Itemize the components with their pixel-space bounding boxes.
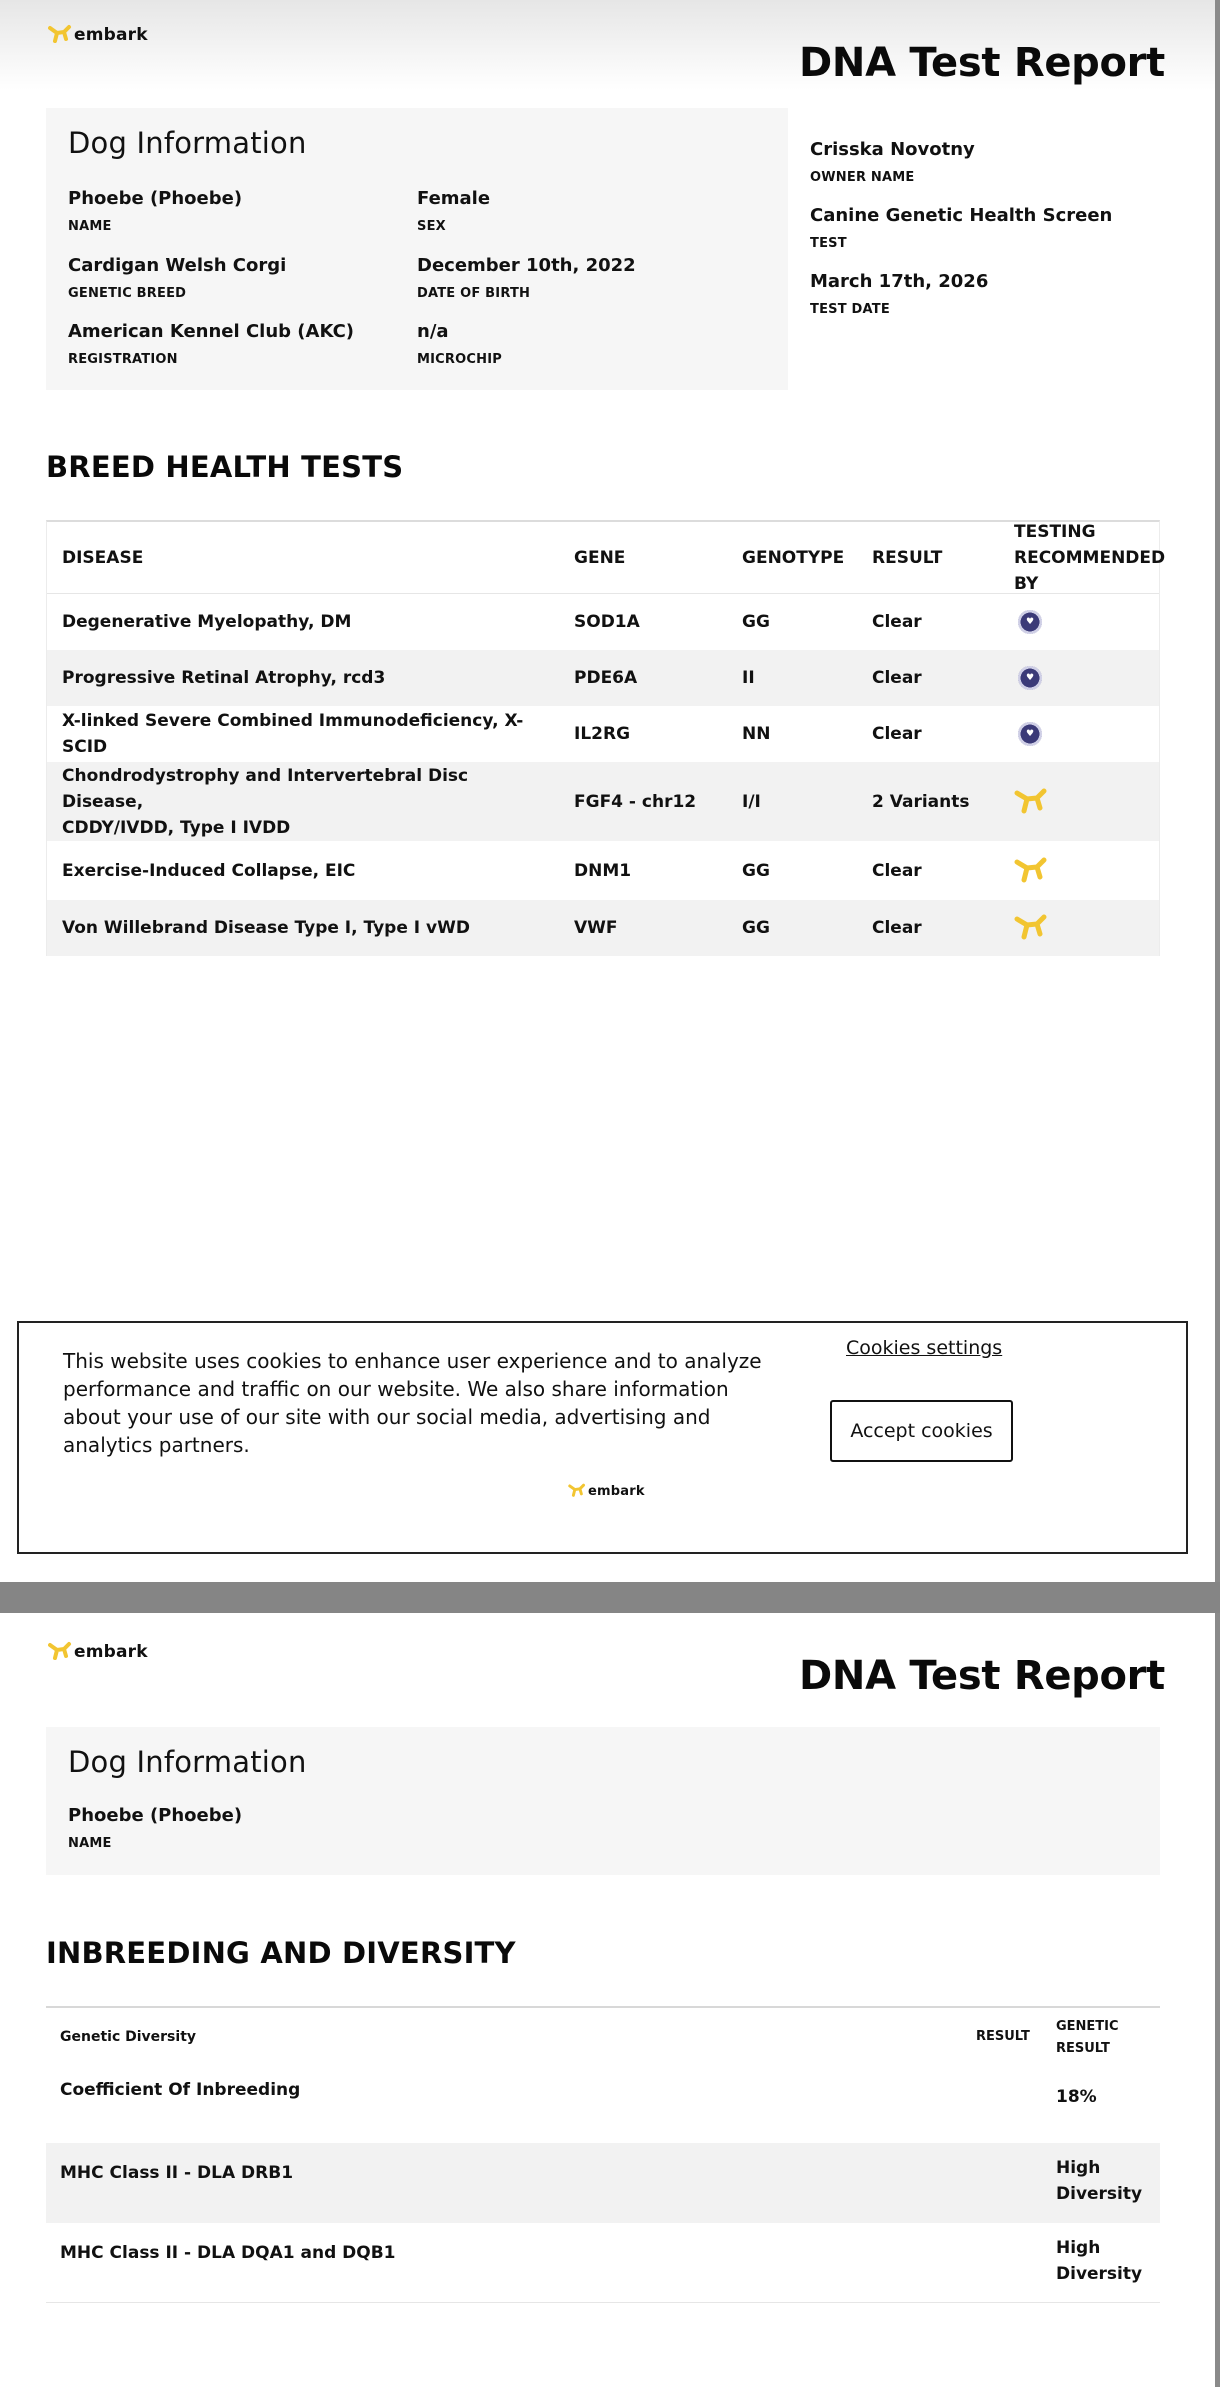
table-row <box>47 594 1159 650</box>
row-genetic-result-line2: Diversity <box>1056 2264 1143 2284</box>
table-row <box>46 2223 1160 2303</box>
row-gene: PDE6A <box>574 668 638 688</box>
test-date-value: March 17th, 2026 <box>810 271 989 292</box>
row-genotype: II <box>742 668 755 688</box>
header-disease: DISEASE <box>62 547 144 568</box>
breed-health-tests-title: BREED HEALTH TESTS <box>46 450 404 484</box>
dog-registration-field <box>68 321 354 367</box>
dog-information-title: Dog Information <box>68 126 307 160</box>
row-gene: VWF <box>574 918 618 938</box>
row-result: 2 Variants <box>872 791 970 812</box>
dog-breed-label: GENETIC BREED <box>68 286 187 301</box>
row-genotype: GG <box>742 612 770 632</box>
row-name: MHC Class II - DLA DQA1 and DQB1 <box>60 2243 396 2263</box>
row-disease: X-linked Severe Combined Immunodeficiency, X-SCID <box>62 711 524 757</box>
dog-microchip-field <box>417 321 502 367</box>
row-genetic-result <box>1056 2155 1156 2207</box>
dog-dob-value: December 10th, 2022 <box>417 255 636 276</box>
dog-name-field <box>68 1805 242 1851</box>
test-date-label: TEST DATE <box>810 302 890 317</box>
row-disease: Exercise-Induced Collapse, EIC <box>62 860 356 881</box>
row-genetic-result <box>1056 2235 1156 2287</box>
header-testing-recommended-by <box>1014 519 1165 597</box>
row-disease-line2: CDDY/IVDD, Type I IVDD <box>62 817 291 838</box>
row-name: MHC Class II - DLA DRB1 <box>60 2163 294 2183</box>
table-row <box>46 2143 1160 2223</box>
dog-name-value: Phoebe (Phoebe) <box>68 1805 243 1826</box>
dog-sex-value: Female <box>417 188 491 209</box>
header-genotype: GENOTYPE <box>742 547 845 568</box>
table-header-row <box>46 2008 1160 2070</box>
dog-breed-value: Cardigan Welsh Corgi <box>68 255 287 276</box>
report-title: DNA Test Report <box>799 40 1165 86</box>
owner-name-field <box>810 139 975 185</box>
row-disease <box>62 763 542 841</box>
row-genotype: NN <box>742 724 771 744</box>
test-field <box>810 205 1112 251</box>
dog-information-title: Dog Information <box>68 1745 307 1779</box>
embark-badge-icon <box>1013 913 1049 943</box>
row-genetic-result-line2: Diversity <box>1056 2184 1143 2204</box>
ofa-badge-icon: ♥ <box>1018 610 1042 634</box>
embark-logo <box>48 24 148 46</box>
dog-breed-field <box>68 255 286 301</box>
owner-name-value: Crisska Novotny <box>810 139 975 160</box>
dog-name-field <box>68 188 242 234</box>
row-genetic-result-line1: High <box>1056 2158 1101 2178</box>
page-separator <box>0 1582 1220 1613</box>
header-genetic-result <box>1056 2016 1119 2060</box>
dog-dob-field <box>417 255 636 301</box>
report-title: DNA Test Report <box>799 1653 1165 1699</box>
ofa-badge-icon: ♥ <box>1018 722 1042 746</box>
page-edge <box>1215 0 1220 2387</box>
row-genetic-result: 18% <box>1056 2087 1097 2107</box>
table-row <box>47 650 1159 706</box>
row-disease: Progressive Retinal Atrophy, rcd3 <box>62 668 386 688</box>
table-row <box>47 762 1159 841</box>
dog-information-panel <box>46 1727 1160 1875</box>
embark-logo <box>48 1641 148 1663</box>
table-row <box>47 706 1159 762</box>
embark-badge-icon <box>1013 787 1049 817</box>
embark-dog-icon <box>48 24 72 46</box>
row-gene: FGF4 - chr12 <box>574 791 697 812</box>
header-gene: GENE <box>574 547 626 568</box>
table-header-row <box>47 521 1166 594</box>
dog-microchip-value: n/a <box>417 321 449 342</box>
row-genotype: I/I <box>742 791 761 812</box>
row-genotype: GG <box>742 860 770 881</box>
row-result: Clear <box>872 612 922 632</box>
dog-sex-label: SEX <box>417 219 446 234</box>
header-genetic-result-line2: RESULT <box>1056 2041 1110 2056</box>
row-gene: SOD1A <box>574 612 640 632</box>
breed-health-table <box>46 520 1166 956</box>
row-gene: IL2RG <box>574 724 631 744</box>
dog-sex-field <box>417 188 490 234</box>
owner-name-label: OWNER NAME <box>810 170 915 185</box>
cookie-embark-logo <box>568 1483 645 1499</box>
header-genetic-result-line1: GENETIC <box>1056 2019 1119 2034</box>
logo-wordmark: embark <box>74 25 148 45</box>
row-disease: Von Willebrand Disease Type I, Type I vWD <box>62 918 470 938</box>
row-disease-line1: Chondrodystrophy and Intervertebral Disc Disease, <box>62 765 469 812</box>
row-gene: DNM1 <box>574 860 632 881</box>
test-label: TEST <box>810 236 847 251</box>
dog-registration-value: American Kennel Club (AKC) <box>68 321 355 342</box>
dog-registration-label: REGISTRATION <box>68 352 178 367</box>
test-value: Canine Genetic Health Screen <box>810 205 1113 226</box>
row-result: Clear <box>872 724 922 744</box>
row-genotype: GG <box>742 918 770 938</box>
dog-information-panel <box>46 108 788 390</box>
dog-dob-label: DATE OF BIRTH <box>417 286 531 301</box>
table-row <box>47 841 1159 900</box>
cookie-banner <box>17 1321 1188 1554</box>
report-page-2 <box>0 1613 1215 2387</box>
row-name: Coefficient Of Inbreeding <box>60 2080 301 2100</box>
dog-name-label: NAME <box>68 1836 112 1851</box>
accept-cookies-button[interactable]: Accept cookies <box>830 1400 1013 1462</box>
cookie-message: This website uses cookies to enhance user experience and to analyze performance and traffic on our website. We also share information about your use of our site with our social media, advertising and analytics partners. <box>63 1349 762 1457</box>
embark-dog-icon <box>48 1641 72 1663</box>
header-rec-line2: RECOMMENDED BY <box>1014 547 1166 594</box>
table-row <box>46 2070 1160 2143</box>
row-result: Clear <box>872 918 922 938</box>
test-date-field <box>810 271 988 317</box>
inbreeding-diversity-title: INBREEDING AND DIVERSITY <box>46 1936 516 1970</box>
embark-dog-icon <box>568 1483 586 1499</box>
dog-name-label: NAME <box>68 219 112 234</box>
header-result: RESULT <box>872 547 943 568</box>
header-rec-line1: TESTING <box>1014 521 1096 542</box>
header-genetic-diversity: Genetic Diversity <box>60 2029 197 2045</box>
dog-name-value: Phoebe (Phoebe) <box>68 188 243 209</box>
dog-microchip-label: MICROCHIP <box>417 352 502 367</box>
diversity-table <box>46 2006 1160 2303</box>
embark-badge-icon <box>1013 856 1049 886</box>
ofa-badge-icon: ♥ <box>1018 666 1042 690</box>
row-genetic-result-line1: High <box>1056 2238 1101 2258</box>
cookies-settings-link[interactable]: Cookies settings <box>846 1337 1003 1359</box>
header-result: RESULT <box>976 2029 1030 2044</box>
table-row <box>47 900 1159 956</box>
logo-wordmark: embark <box>588 1483 645 1499</box>
row-disease: Degenerative Myelopathy, DM <box>62 612 352 632</box>
row-result: Clear <box>872 860 922 881</box>
row-result: Clear <box>872 668 922 688</box>
logo-wordmark: embark <box>74 1642 148 1662</box>
